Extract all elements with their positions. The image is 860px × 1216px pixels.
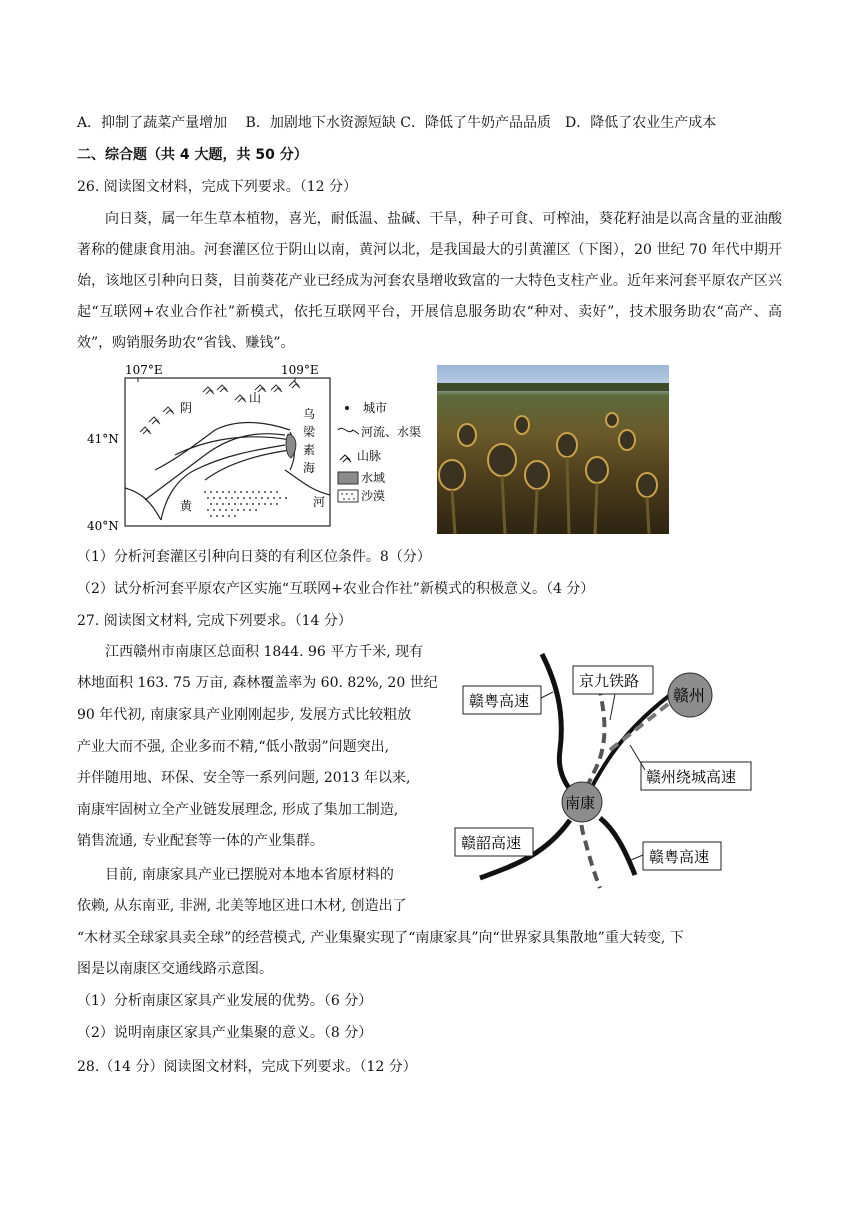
map-lon-left: 107°E: [125, 363, 163, 377]
q28-title: 28.（14 分）阅读图文材料，完成下列要求。（12 分）: [77, 1059, 417, 1075]
q27-line-11: 图是以南康区交通线路示意图。: [77, 961, 273, 977]
q27-line-3: 90 年代初, 南康家具产业刚刚起步, 发展方式比较粗放: [77, 707, 412, 723]
q27-sub1: （1）分析南康区家具产业发展的优势。（6 分）: [77, 993, 373, 1009]
map-label-he: 河: [313, 495, 326, 509]
q27-line-5: 并伴随用地、环保、安全等一系列问题, 2013 年以来,: [77, 770, 411, 786]
hetao-map: [85, 360, 430, 535]
railway-jingjiu: [581, 670, 605, 888]
q27-line-1: 江西赣州市南康区总面积 1844. 96 平方千米, 现有: [105, 644, 424, 660]
legend-river: 河流、水渠: [361, 425, 422, 439]
q27-line-8: 目前, 南康家具产业已摆脱对本地本省原材料的: [105, 867, 394, 883]
label-ganyue-top: 赣粤高速: [469, 692, 530, 710]
q27-title: 27. 阅读图文材料, 完成下列要求。（14 分）: [77, 613, 352, 629]
legend-city-symbol: [345, 406, 349, 410]
map-label-yin: 阴: [180, 401, 193, 415]
map-lon-right: 109°E: [281, 363, 319, 377]
q27-sub2: （2）说明南康区家具产业集聚的意义。（8 分）: [77, 1025, 373, 1041]
legend-mountain: 山脉: [357, 449, 382, 463]
map-frame: [125, 378, 330, 526]
label-ganshao: 赣韶高速: [461, 834, 522, 852]
q27-line-7: 销售流通, 专业配套等一体的产业集群。: [77, 833, 324, 849]
sunflower-illustration: [437, 365, 669, 534]
map-lat-bottom: 40°N: [87, 519, 119, 533]
q27-line-9: 依赖, 从东南亚, 非洲, 北美等地区进口木材, 创造出了: [77, 898, 407, 914]
highway-ganyue-north: [542, 654, 575, 795]
q27-line-4: 产业大而不强, 企业多而不精,“低小散弱”问题突出,: [77, 739, 390, 755]
legend-mountain-symbol: [340, 455, 351, 462]
q27-line-6: 南康牢固树立全产业链发展理念, 形成了集加工制造,: [77, 802, 399, 818]
q27-line-2: 林地面积 163. 75 万亩, 森林覆盖率为 60. 82%, 20 世纪: [77, 675, 438, 691]
section-title: 二、综合题（共 4 大题，共 50 分）: [77, 147, 308, 163]
highway-ganyue-south: [600, 818, 635, 875]
map-label-shan: 山: [249, 391, 262, 405]
map-lake-3: 素: [303, 443, 316, 457]
sunflower-field-photo: [437, 365, 669, 534]
q26-sub2: （2）试分析河套平原农产区实施“互联网+农业合作社”新模式的积极意义。（4 分）: [77, 581, 595, 597]
desert-area: [204, 491, 287, 517]
q26-paragraph-text: 向日葵，属一年生草本植物，喜光，耐低温、盐碱、干旱，种子可食、可榨油，葵花籽油是以高含量的亚油酸著称的健康食用油。河套灌区位于阴山以南，黄河以北，是我国最大的引黄灌区（下图），20 世纪 70 年代中期开始，该地区引种向日葵，目前葵花产业已经成为河套农垦增收致富的一大特色支柱产业。近年来河套平原农产区兴起“互联网+农业合作社”新模式，依托互联网平台，开展信息服务助农“种对、卖好”，技术服务助农“高产、高效”，购销服务助农“省钱、赚钱”。: [77, 211, 782, 351]
nankang-transport-map: [445, 650, 765, 890]
city-nankang-label: 南康: [565, 794, 596, 812]
q26-title: 26. 阅读图文材料，完成下列要求。（12 分）: [77, 179, 357, 195]
legend-water: 水域: [361, 471, 386, 485]
map-lake-4: 海: [303, 461, 316, 475]
map-lake-1: 乌: [303, 407, 316, 421]
q25-options: A．抑制了蔬菜产量增加 B．加剧地下水资源短缺 C．降低了牛奶产品品质 D．降低了农业生产成本: [77, 115, 717, 131]
map-label-huang: 黄: [180, 499, 193, 513]
river-network: [125, 423, 330, 521]
legend-desert: 沙漠: [361, 489, 386, 503]
label-ganzhou-ring: 赣州绕城高速: [646, 768, 737, 786]
label-ganyue-bottom: 赣粤高速: [649, 848, 710, 866]
label-jingjiu-railway: 京九铁路: [579, 672, 640, 690]
legend-city: 城市: [363, 401, 388, 415]
q27-line-10: “木材买全球家具卖全球”的经营模式, 产业集聚实现了“南康家具”向“世界家具集散地”重大转变, 下: [77, 930, 684, 946]
q26-sub1: （1）分析河套灌区引种向日葵的有利区位条件。8（分）: [77, 549, 431, 565]
city-ganzhou-label: 赣州: [673, 686, 706, 705]
legend-river-symbol: [338, 428, 359, 434]
legend-water-symbol: [338, 472, 358, 484]
q26-paragraph: [77, 204, 782, 359]
map-lat-top: 41°N: [87, 432, 119, 446]
legend-desert-symbol: [338, 490, 358, 502]
map-lake-2: 梁: [303, 425, 316, 439]
